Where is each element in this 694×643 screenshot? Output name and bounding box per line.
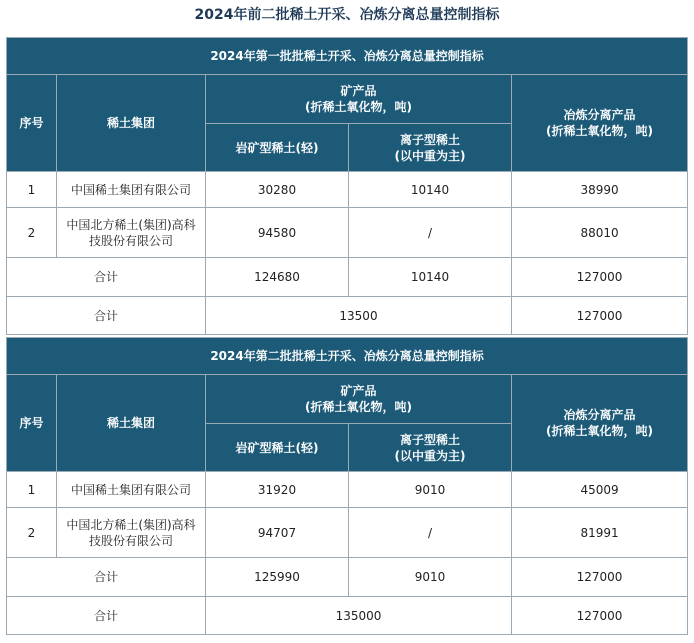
table-row [7, 508, 688, 558]
subtotal-rock: 124680 [206, 258, 349, 297]
header-group: 稀土集团 [57, 375, 206, 472]
total-row [7, 297, 688, 335]
total-mine: 135000 [206, 597, 512, 635]
table-row [7, 208, 688, 258]
total-smelt: 127000 [512, 297, 688, 335]
cell-group: 中国稀土集团有限公司 [57, 472, 206, 508]
header-ion-type [349, 124, 512, 172]
cell-group-line1: 中国北方稀土(集团)高科 [66, 517, 196, 532]
table-title: 2024年第二批批稀土开采、冶炼分离总量控制指标 [7, 338, 688, 375]
cell-seq: 1 [7, 472, 57, 508]
cell-group-line1: 中国北方稀土(集团)高科 [66, 217, 196, 232]
header-ion-type [349, 424, 512, 472]
page-title: 2024年前二批稀土开采、冶炼分离总量控制指标 [194, 7, 500, 23]
subtotal-label: 合计 [7, 258, 206, 297]
subtotal-smelt: 127000 [512, 258, 688, 297]
header-rock-type: 岩矿型稀土(轻) [206, 424, 349, 472]
cell-seq: 2 [7, 508, 57, 558]
subtotal-row [7, 558, 688, 597]
header-smelt-products [512, 375, 688, 472]
cell-rock: 31920 [206, 472, 349, 508]
header-mine-products [206, 375, 512, 424]
header-ion-line1: 离子型稀土 [399, 132, 460, 147]
cell-group [57, 508, 206, 558]
total-label: 合计 [7, 297, 206, 335]
header-group: 稀土集团 [57, 75, 206, 172]
header-seq: 序号 [7, 75, 57, 172]
header-mine-line2: (折稀土氧化物，吨) [305, 100, 412, 114]
quota-table-batch-2 [6, 337, 688, 635]
total-label: 合计 [7, 597, 206, 635]
subtotal-label: 合计 [7, 558, 206, 597]
quota-table-batch-1 [6, 37, 688, 335]
header-mine-products [206, 75, 512, 124]
subtotal-smelt: 127000 [512, 558, 688, 597]
table-title: 2024年第一批批稀土开采、冶炼分离总量控制指标 [7, 38, 688, 75]
header-ion-line1: 离子型稀土 [399, 432, 460, 447]
total-smelt: 127000 [512, 597, 688, 635]
total-mine: 13500 [206, 297, 512, 335]
cell-rock: 94707 [206, 508, 349, 558]
cell-seq: 1 [7, 172, 57, 208]
cell-group-line2: 技股份有限公司 [88, 533, 173, 548]
cell-ion: / [349, 508, 512, 558]
cell-group [57, 208, 206, 258]
cell-smelt: 81991 [512, 508, 688, 558]
cell-rock: 94580 [206, 208, 349, 258]
header-smelt-line1: 冶炼分离产品 [563, 408, 636, 422]
table-row [7, 472, 688, 508]
header-seq: 序号 [7, 375, 57, 472]
header-mine-line2: (折稀土氧化物，吨) [305, 400, 412, 414]
header-ion-line2: (以中重为主) [394, 148, 466, 163]
cell-group-line2: 技股份有限公司 [88, 233, 173, 248]
header-mine-line1: 矿产品 [340, 84, 377, 98]
header-rock-type: 岩矿型稀土(轻) [206, 124, 349, 172]
cell-seq: 2 [7, 208, 57, 258]
cell-group: 中国稀土集团有限公司 [57, 172, 206, 208]
header-ion-line2: (以中重为主) [394, 448, 466, 463]
total-row [7, 597, 688, 635]
cell-rock: 30280 [206, 172, 349, 208]
header-mine-line1: 矿产品 [340, 384, 377, 398]
cell-smelt: 45009 [512, 472, 688, 508]
header-smelt-products [512, 75, 688, 172]
cell-smelt: 38990 [512, 172, 688, 208]
subtotal-rock: 125990 [206, 558, 349, 597]
cell-ion: / [349, 208, 512, 258]
table-row [7, 172, 688, 208]
subtotal-ion: 10140 [349, 258, 512, 297]
subtotal-row [7, 258, 688, 297]
cell-ion: 10140 [349, 172, 512, 208]
subtotal-ion: 9010 [349, 558, 512, 597]
cell-ion: 9010 [349, 472, 512, 508]
header-smelt-line2: (折稀土氧化物，吨) [546, 124, 654, 138]
cell-smelt: 88010 [512, 208, 688, 258]
header-smelt-line1: 冶炼分离产品 [563, 108, 636, 122]
header-smelt-line2: (折稀土氧化物，吨) [546, 424, 654, 438]
